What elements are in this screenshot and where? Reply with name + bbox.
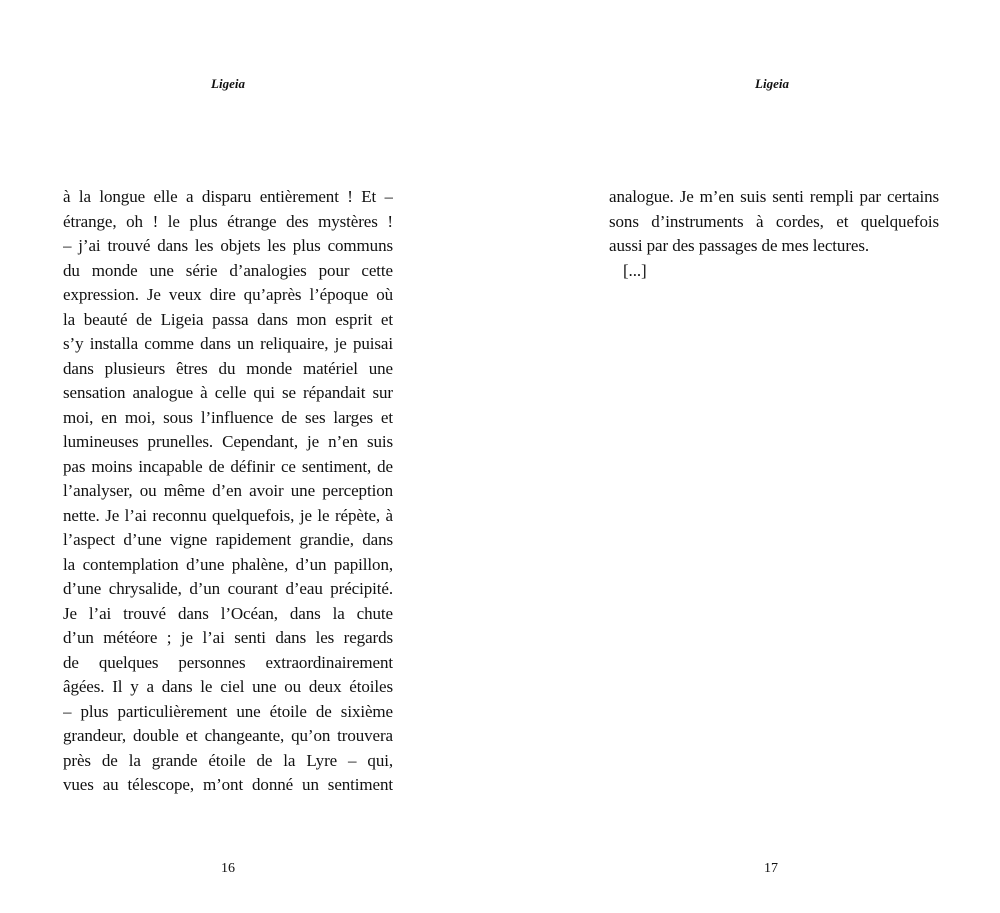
text-line: s’y installa comme dans un reliquaire, je puisai — [63, 334, 393, 353]
body-text-left — [63, 185, 393, 798]
text-line: Je l’ai trouvé dans l’Océan, dans la chute — [63, 603, 393, 623]
text-line: d’un météore ; je l’ai senti dans les regards — [63, 628, 393, 647]
text-line: étrange, oh ! le plus étrange des mystères ! — [63, 211, 393, 231]
text-line: de quelques personnes extraordinairement — [63, 652, 393, 672]
text-line: du monde une série d’analogies pour cette — [63, 260, 393, 280]
text-line: nette. Je l’ai reconnu quelquefois, je le répète, à — [63, 505, 393, 525]
ellipsis-marker: [...] — [623, 260, 647, 280]
text-line: moi, en moi, sous l’influence de ses larges et — [63, 407, 393, 427]
text-line: à la longue elle a disparu entièrement ! Et – — [63, 187, 393, 206]
text-line: expression. Je veux dire qu’après l’époque où — [63, 285, 393, 304]
text-line: l’analyser, ou même d’en avoir une perception — [63, 481, 393, 500]
running-head-right: Ligeia — [755, 76, 789, 91]
right-page — [500, 0, 1000, 913]
page-number-left: 16 — [221, 861, 235, 876]
page-number-right: 17 — [764, 861, 778, 876]
text-line: âgées. Il y a dans le ciel une ou deux étoiles — [63, 677, 393, 696]
text-line: près de la grande étoile de la Lyre – qui, — [63, 750, 393, 770]
text-line: analogue. Je m’en suis senti rempli par certains — [609, 187, 939, 206]
text-line: vues au télescope, m’ont donné un sentiment — [63, 775, 393, 794]
text-line: grandeur, double et changeante, qu’on trouvera — [63, 726, 393, 745]
text-line: sensation analogue à celle qui se répandait sur — [63, 383, 393, 402]
body-text-right — [609, 185, 939, 283]
text-line: – j’ai trouvé dans les objets les plus communs — [63, 236, 393, 255]
text-line: sons d’instruments à cordes, et quelquefois — [609, 211, 939, 231]
running-head-left: Ligeia — [211, 76, 245, 91]
text-line: pas moins incapable de définir ce sentiment, de — [63, 456, 393, 476]
text-line: l’aspect d’une vigne rapidement grandie, dans — [63, 530, 393, 549]
text-line: dans plusieurs êtres du monde matériel une — [63, 358, 393, 378]
text-line: d’une chrysalide, d’un courant d’eau précipité. — [63, 579, 393, 598]
text-line: la beauté de Ligeia passa dans mon esprit et — [63, 309, 393, 329]
text-line: lumineuses prunelles. Cependant, je n’en suis — [63, 432, 393, 451]
text-line: la contemplation d’une phalène, d’un papillon, — [63, 554, 393, 574]
text-line: – plus particulièrement une étoile de sixième — [63, 701, 393, 721]
text-line: aussi par des passages de mes lectures. — [609, 236, 869, 255]
